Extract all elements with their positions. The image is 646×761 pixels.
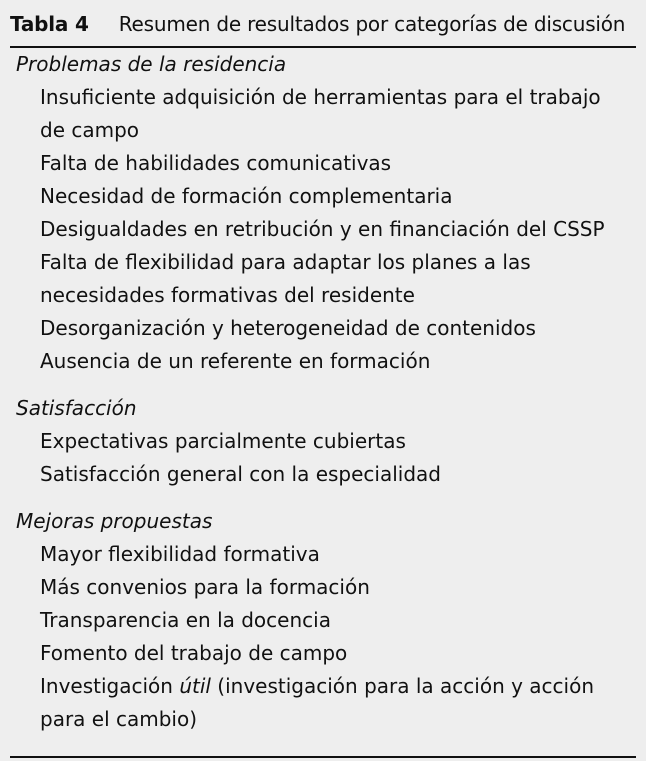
- list-item: Ausencia de un referente en formación: [40, 349, 431, 373]
- list-item: Necesidad de formación complementaria: [40, 184, 453, 208]
- list-item-continuation: para el cambio): [40, 707, 198, 731]
- table-body: [0, 48, 646, 736]
- list-item: Desorganización y heterogeneidad de contenidos: [40, 316, 536, 340]
- table-label: Tabla 4: [10, 12, 89, 36]
- list-item: Expectativas parcialmente cubiertas: [40, 429, 406, 453]
- list-item: Transparencia en la docencia: [40, 608, 331, 632]
- section-heading: Satisfacción: [16, 396, 137, 420]
- section-satisfaccion: [10, 392, 636, 491]
- table-title: Resumen de resultados por categorías de discusión: [118, 12, 626, 36]
- section-gap: [10, 491, 636, 505]
- section-heading: Problemas de la residencia: [16, 52, 287, 76]
- item-text: (investigación para la acción y acción: [210, 674, 595, 698]
- list-item: Falta de flexibilidad para adaptar los planes a las: [40, 250, 531, 274]
- list-item: Más convenios para la formación: [40, 575, 370, 599]
- list-item: [10, 670, 636, 703]
- list-item: Satisfacción general con la especialidad: [40, 462, 441, 486]
- list-item: Mayor flexibilidad formativa: [40, 542, 320, 566]
- section-problemas: [10, 48, 636, 378]
- list-item: Insuficiente adquisición de herramientas para el trabajo: [40, 85, 601, 109]
- list-item: Desigualdades en retribución y en financiación del CSSP: [40, 217, 605, 241]
- table-caption: [0, 0, 646, 40]
- section-heading: Mejoras propuestas: [16, 509, 213, 533]
- list-item-continuation: necesidades formativas del residente: [40, 283, 415, 307]
- list-item: Fomento del trabajo de campo: [40, 641, 348, 665]
- item-text-italic: útil: [179, 674, 211, 698]
- list-item: Falta de habilidades comunicativas: [40, 151, 392, 175]
- section-gap: [10, 378, 636, 392]
- item-text: Investigación: [40, 674, 180, 698]
- list-item-continuation: de campo: [40, 118, 140, 142]
- section-mejoras: [10, 505, 636, 736]
- bottom-rule: [10, 756, 636, 758]
